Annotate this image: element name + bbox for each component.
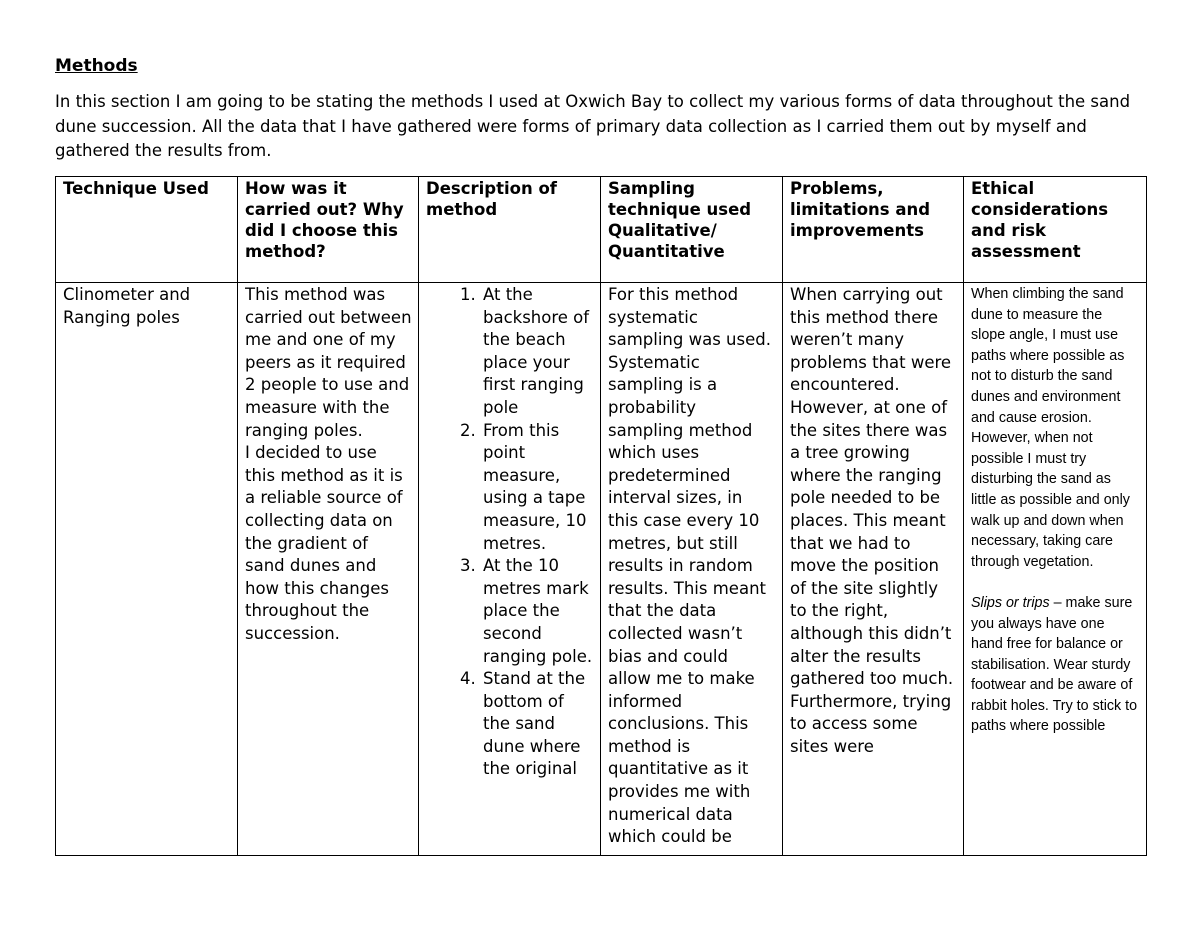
technique-text: Clinometer and Ranging poles <box>63 285 191 327</box>
cell-how-carried-out <box>238 283 419 856</box>
list-item: 3. At the 10 metres mark place the second ranging pole. <box>481 555 594 668</box>
section-heading: Methods <box>55 56 138 76</box>
cell-problems <box>783 283 964 856</box>
cell-technique <box>56 283 238 856</box>
table-row <box>56 283 1147 856</box>
problems-text: When carrying out this method there weren’t many problems that were encountered. However, at one of the sites there was a tree growing where the ranging pole needed to be places. This meant that we had to move the position of the site slightly to the right, although this didn’t alter the results gathered too much. Furthermore, trying to access some sites were <box>790 285 954 756</box>
header-technique: Technique Used <box>56 177 238 283</box>
risk-paragraph <box>971 593 1140 737</box>
cell-sampling <box>601 283 783 856</box>
list-item: 4. Stand at the bottom of the sand dune where the original <box>481 668 594 781</box>
cell-description <box>419 283 601 856</box>
ethics-paragraph: When climbing the sand dune to measure the slope angle, I must use paths where possible as not to disturb the sand dunes and environment and cause erosion. However, when not possible I must try disturbing the sand as little as possible and only walk up and down when necessary, taking care through vegetation. <box>971 286 1130 570</box>
list-item: 2. From this point measure, using a tape measure, 10 metres. <box>481 420 594 556</box>
intro-paragraph: In this section I am going to be stating the methods I used at Oxwich Bay to collect my various forms of data throughout the sand dune succession. All the data that I have gathered were forms of primary data collection as I carried them out by myself and gathered the results from. <box>55 92 1131 160</box>
table-header-row <box>56 177 1147 283</box>
header-description: Description of method <box>419 177 601 283</box>
methods-table <box>55 176 1147 856</box>
description-steps <box>426 284 594 781</box>
header-sampling: Sampling technique used Qualitative/ Quantitative <box>601 177 783 283</box>
list-item: 1. At the backshore of the beach place your first ranging pole <box>481 284 594 420</box>
header-problems: Problems, limitations and improvements <box>783 177 964 283</box>
ethics-clip <box>971 284 1140 853</box>
risk-text: – make sure you always have one hand free for balance or stabilisation. Wear sturdy footwear and be aware of rabbit holes. Try to stick to paths where possible <box>971 594 1138 735</box>
description-clip <box>426 284 594 853</box>
how-carried-out-text: This method was carried out between me and one of my peers as it required 2 people to use and measure with the ranging poles. <box>245 285 412 440</box>
header-how-carried-out: How was it carried out? Why did I choose this method? <box>238 177 419 283</box>
cell-ethics <box>964 283 1147 856</box>
risk-label: Slips or trips <box>971 594 1050 611</box>
header-ethics: Ethical considerations and risk assessment <box>964 177 1147 283</box>
sampling-text: For this method systematic sampling was used. Systematic sampling is a probability sampling method which uses predetermined interval sizes, in this case every 10 metres, but still results in random results. This meant that the data collected wasn’t bias and could allow me to make informed conclusions. This method is quantitative as it provides me with numerical data which could be <box>608 285 771 847</box>
how-carried-out-clip <box>245 284 412 853</box>
why-chosen-text: I decided to use this method as it is a reliable source of collecting data on the gradient of sand dunes and how this changes throughout the succession. <box>245 443 403 643</box>
